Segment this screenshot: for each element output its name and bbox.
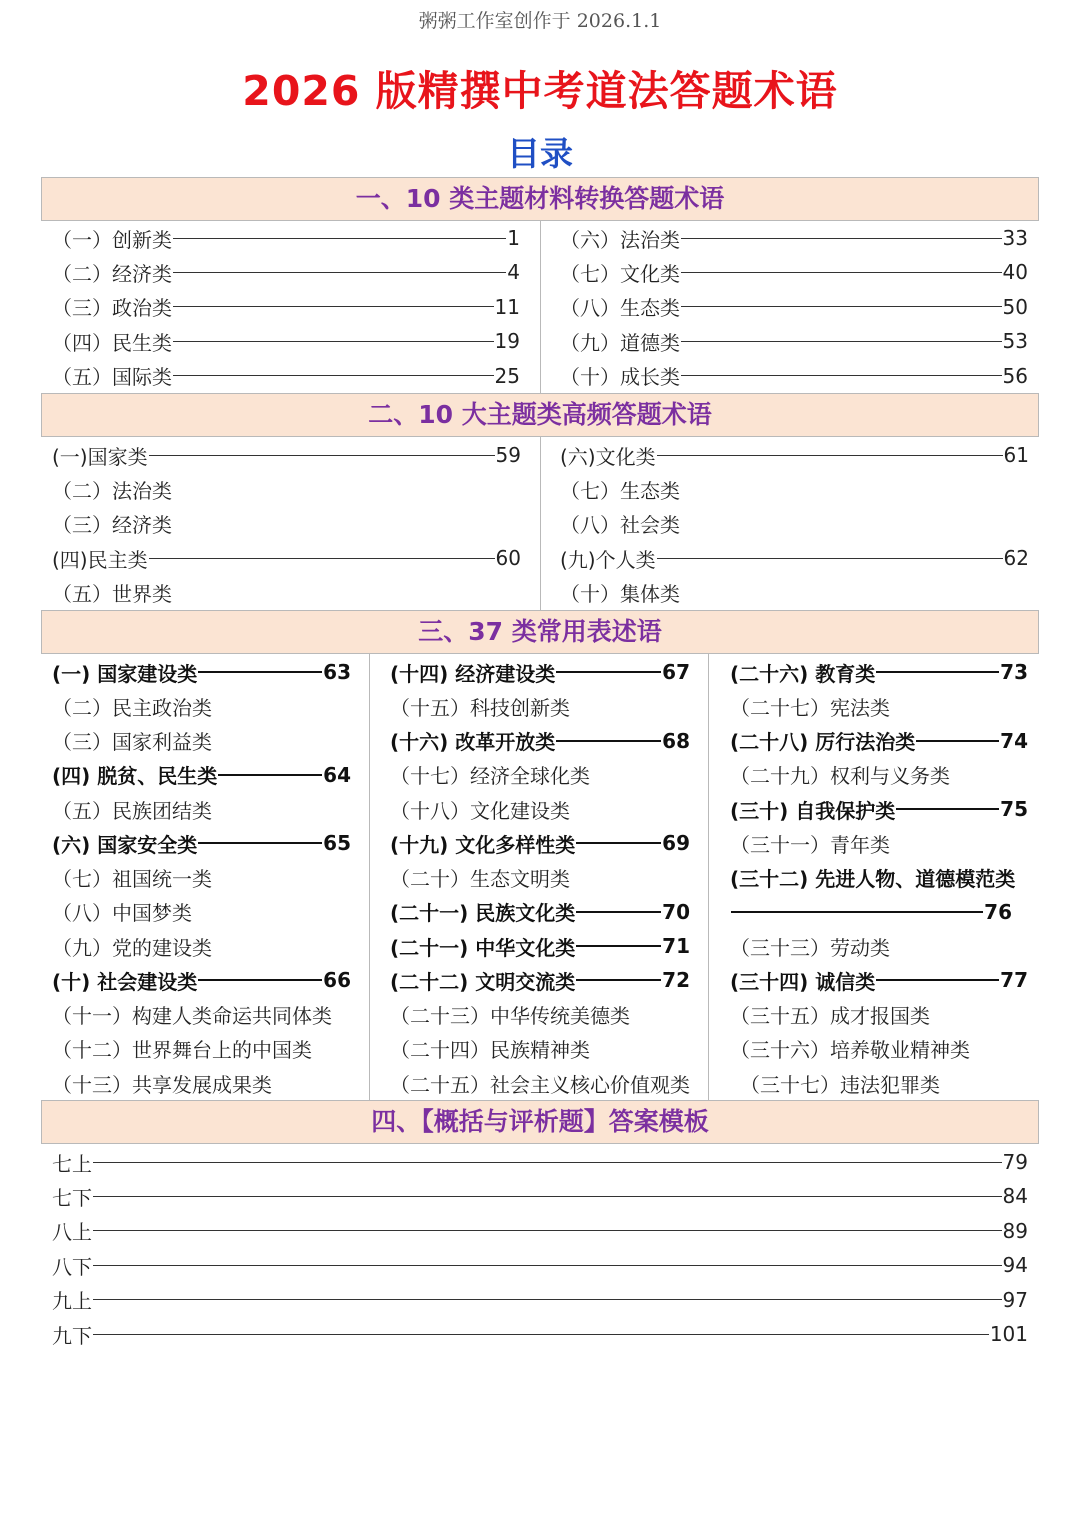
leader-line	[198, 842, 322, 844]
toc-entry-label: （十七）经济全球化类	[390, 764, 590, 789]
toc-entry[interactable]	[390, 861, 570, 895]
toc-entry[interactable]	[560, 221, 1028, 255]
toc-entry-page: 69	[662, 831, 690, 856]
toc-entry-label: （九）党的建设类	[52, 935, 212, 960]
toc-entry[interactable]	[52, 998, 332, 1032]
leader-line	[681, 341, 1002, 342]
toc-entry-page: 66	[323, 968, 351, 993]
toc-entry[interactable]	[52, 861, 212, 895]
toc-entry-page: 56	[1002, 363, 1028, 388]
toc-entry-label: (十六) 改革开放类	[390, 730, 556, 754]
toc-entry-page: 64	[323, 762, 351, 787]
toc-entry[interactable]	[730, 998, 930, 1032]
toc-entry-label: （十一）构建人类命运共同体类	[52, 1004, 332, 1028]
leader-line	[556, 671, 661, 673]
toc-entry[interactable]	[560, 472, 680, 506]
toc-entry[interactable]	[52, 1066, 272, 1100]
toc-entry-label: （九）道德类	[560, 330, 680, 355]
toc-entry[interactable]	[52, 758, 351, 792]
leader-line	[657, 558, 1003, 559]
leader-line	[218, 774, 322, 776]
toc-entry[interactable]	[730, 826, 890, 860]
toc-entry-label: (二十一) 中华文化类	[390, 935, 576, 960]
leader-line	[173, 341, 494, 342]
toc-entry-label: （三十六）培养敬业精神类	[730, 1038, 970, 1063]
toc-entry-label: 八上	[52, 1220, 92, 1245]
leader-line	[93, 1334, 989, 1335]
toc-entry[interactable]	[730, 689, 890, 723]
toc-entry[interactable]	[52, 324, 520, 358]
toc-entry[interactable]	[52, 576, 172, 610]
toc-entry-label: (二十八) 厉行法治类	[730, 730, 916, 754]
toc-entry-label: (二十六) 教育类	[730, 661, 876, 686]
toc-entry-label: （二）经济类	[52, 261, 172, 286]
toc-entry[interactable]	[730, 758, 950, 792]
toc-entry-page: 59	[495, 443, 521, 467]
toc-entry-page: 70	[662, 899, 690, 924]
toc-entry[interactable]	[730, 724, 1028, 758]
toc-entry-page: 84	[1002, 1184, 1028, 1209]
toc-entry[interactable]	[730, 895, 1012, 929]
toc-entry-page: 4	[507, 260, 520, 285]
toc-entry-page: 60	[495, 546, 521, 571]
toc-entry[interactable]	[52, 689, 212, 723]
toc-entry-label: （十）成长类	[560, 365, 680, 390]
toc-entry-label: 八下	[52, 1254, 92, 1279]
toc-entry-label: （三十五）成才报国类	[730, 1004, 930, 1028]
toc-entry[interactable]	[52, 1214, 1028, 1248]
toc-entry-label: (六) 国家安全类	[52, 832, 198, 857]
toc-entry-label: (十九) 文化多样性类	[390, 832, 576, 857]
toc-entry-page: 71	[662, 934, 690, 958]
toc-entry-label: （二十九）权利与义务类	[730, 764, 950, 789]
leader-line	[173, 306, 494, 307]
leader-line	[657, 455, 1003, 456]
toc-entry-label: （十）集体类	[560, 582, 680, 607]
page-title: 2026 版精撰中考道法答题术语	[242, 67, 838, 115]
leader-line	[198, 979, 322, 981]
toc-entry-page: 25	[494, 363, 520, 388]
toc-entry[interactable]	[52, 438, 521, 472]
toc-entry-label: (三十四) 诚信类	[730, 969, 876, 994]
toc-entry-page: 50	[1002, 294, 1028, 319]
toc-entry[interactable]	[390, 1032, 590, 1066]
toc-entry-label: （十八）文化建设类	[390, 798, 570, 823]
column-divider	[369, 654, 370, 1100]
toc-entry-label: (一)国家类	[52, 444, 148, 469]
toc-entry-label: （五）世界类	[52, 582, 172, 607]
toc-entry[interactable]	[390, 689, 570, 723]
leader-line	[576, 979, 661, 981]
toc-entry[interactable]	[52, 1248, 1028, 1282]
leader-line	[149, 558, 495, 559]
toc-entry[interactable]	[560, 290, 1028, 324]
watermark: 粥粥工作室创作于 2026.1.1	[418, 10, 662, 32]
toc-entry-label: 七上	[52, 1151, 92, 1176]
toc-entry-page: 94	[1002, 1253, 1028, 1278]
toc-entry[interactable]	[52, 929, 212, 963]
toc-entry-label: （二）法治类	[52, 478, 172, 503]
toc-entry[interactable]	[390, 655, 690, 689]
leader-line	[681, 238, 1002, 239]
toc-entry[interactable]	[730, 792, 1028, 826]
toc-entry-page: 73	[1000, 660, 1028, 684]
toc-entry[interactable]	[390, 826, 690, 860]
toc-entry[interactable]	[52, 792, 212, 826]
toc-entry[interactable]	[52, 541, 521, 575]
toc-entry-label: 九下	[52, 1323, 92, 1348]
toc-entry-label: （一）创新类	[52, 227, 172, 252]
toc-entry-page: 72	[662, 968, 690, 993]
leader-line	[681, 306, 1002, 307]
toc-entry-label: （三）政治类	[52, 296, 172, 321]
leader-line	[681, 375, 1002, 376]
toc-entry-page: 67	[662, 660, 690, 684]
leader-line	[93, 1299, 1002, 1300]
toc-entry[interactable]	[52, 1283, 1028, 1317]
toc-entry[interactable]	[390, 758, 590, 792]
toc-entry-label: 九上	[52, 1289, 92, 1314]
toc-entry-label: （三）国家利益类	[52, 730, 212, 754]
toc-entry[interactable]	[560, 255, 1028, 289]
toc-entry-label: (四) 脱贫、民生类	[52, 764, 218, 789]
toc-entry-label: (十四) 经济建设类	[390, 661, 556, 686]
toc-entry[interactable]	[52, 655, 351, 689]
toc-entry-page: 53	[1002, 329, 1028, 354]
toc-entry[interactable]	[390, 895, 690, 929]
toc-entry-label: （二十四）民族精神类	[390, 1038, 590, 1063]
toc-entry-label: (六)文化类	[560, 444, 656, 469]
leader-line	[876, 671, 999, 673]
toc-entry-label: （七）生态类	[560, 478, 680, 503]
toc-entry-page: 33	[1002, 226, 1028, 250]
toc-entry-label: （六）法治类	[560, 227, 680, 252]
toc-entry-page: 101	[989, 1322, 1028, 1346]
toc-entry-label: （八）社会类	[560, 513, 680, 538]
toc-entry[interactable]	[52, 724, 212, 758]
leader-line	[876, 979, 999, 981]
section-3-heading: 三、37 类常用表述语	[41, 610, 1039, 654]
toc-entry-label: （三十三）劳动类	[730, 935, 890, 960]
toc-entry-page: 74	[1000, 728, 1028, 753]
leader-line	[93, 1265, 1002, 1266]
toc-entry[interactable]	[390, 1066, 690, 1100]
toc-entry[interactable]	[52, 472, 172, 506]
leader-line	[576, 911, 661, 913]
toc-entry-label: (三十二) 先进人物、道德模范类	[730, 867, 1016, 891]
section-2-heading: 二、10 大主题类高频答题术语	[41, 393, 1039, 437]
leader-line	[916, 740, 999, 742]
toc-entry-label: （三十一）青年类	[730, 832, 890, 857]
toc-entry-page: 97	[1002, 1287, 1028, 1312]
toc-entry-label: (三十) 自我保护类	[730, 798, 896, 823]
toc-entry-page: 62	[1003, 546, 1029, 571]
leader-line	[576, 842, 661, 844]
toc-entry[interactable]	[52, 290, 520, 324]
toc-entry-label: （十三）共享发展成果类	[52, 1072, 272, 1097]
toc-entry[interactable]	[730, 963, 1028, 997]
toc-title: 目录	[507, 134, 573, 173]
toc-entry[interactable]	[560, 359, 1028, 393]
leader-line	[93, 1162, 1002, 1163]
toc-entry[interactable]	[560, 576, 680, 610]
toc-entry[interactable]	[560, 541, 1029, 575]
toc-entry-label: 七下	[52, 1185, 92, 1210]
toc-entry-page: 61	[1003, 443, 1029, 467]
toc-entry[interactable]	[52, 895, 192, 929]
toc-entry[interactable]	[52, 1145, 1028, 1179]
toc-entry[interactable]	[730, 929, 890, 963]
toc-entry-page: 1	[507, 226, 520, 250]
toc-entry[interactable]	[52, 1317, 1028, 1351]
section-4-heading: 四、【概括与评析题】答案模板	[41, 1100, 1039, 1144]
leader-line	[556, 740, 661, 742]
toc-entry-label: (二十一) 民族文化类	[390, 901, 576, 926]
toc-entry-label: （二）民主政治类	[52, 695, 212, 720]
column-divider	[708, 654, 709, 1100]
toc-entry[interactable]	[390, 998, 630, 1032]
toc-entry-page: 76	[984, 899, 1012, 924]
toc-entry[interactable]	[730, 1032, 970, 1066]
toc-entry-label: （二十）生态文明类	[390, 867, 570, 891]
column-divider	[540, 221, 541, 393]
toc-entry[interactable]	[560, 438, 1029, 472]
leader-line	[731, 911, 983, 913]
toc-entry-label: (一) 国家建设类	[52, 661, 198, 686]
leader-line	[173, 238, 506, 239]
leader-line	[896, 808, 999, 810]
toc-entry[interactable]	[52, 826, 351, 860]
leader-line	[681, 272, 1002, 273]
toc-entry-page: 40	[1002, 260, 1028, 285]
toc-entry[interactable]	[52, 1032, 312, 1066]
toc-entry-label: （七）祖国统一类	[52, 867, 212, 891]
toc-entry-label: (十) 社会建设类	[52, 969, 198, 994]
toc-entry-label: (九)个人类	[560, 547, 656, 572]
leader-line	[173, 375, 494, 376]
toc-entry-label: （四）民生类	[52, 330, 172, 355]
toc-entry[interactable]	[52, 359, 520, 393]
toc-entry[interactable]	[52, 255, 520, 289]
section-1-heading: 一、10 类主题材料转换答题术语	[41, 177, 1039, 221]
toc-entry-label: （五）民族团结类	[52, 798, 212, 823]
toc-entry-page: 77	[1000, 968, 1028, 993]
toc-entry[interactable]	[560, 507, 680, 541]
toc-entry-label: （三）经济类	[52, 513, 172, 538]
toc-entry[interactable]	[730, 861, 1015, 895]
leader-line	[173, 272, 506, 273]
leader-line	[149, 455, 495, 456]
toc-entry-label: （二十五）社会主义核心价值观类	[390, 1072, 690, 1097]
leader-line	[576, 945, 661, 947]
toc-entry[interactable]	[52, 1179, 1028, 1213]
toc-entry[interactable]	[390, 929, 690, 963]
toc-entry[interactable]	[52, 963, 351, 997]
toc-entry-label: （十五）科技创新类	[390, 695, 570, 720]
toc-entry[interactable]	[560, 324, 1028, 358]
toc-entry-label: （三十七）违法犯罪类	[740, 1072, 940, 1097]
toc-entry-label: （七）文化类	[560, 261, 680, 286]
toc-entry[interactable]	[390, 724, 690, 758]
toc-entry[interactable]	[730, 1066, 940, 1100]
toc-entry-page: 79	[1002, 1150, 1028, 1174]
toc-entry-label: （八）生态类	[560, 296, 680, 321]
toc-entry-label: (二十二) 文明交流类	[390, 969, 576, 994]
leader-line	[93, 1196, 1002, 1197]
toc-entry[interactable]	[730, 655, 1028, 689]
toc-entry[interactable]	[390, 963, 690, 997]
column-divider	[540, 437, 541, 610]
toc-entry-page: 75	[1000, 797, 1028, 821]
toc-entry-page: 68	[662, 728, 690, 753]
toc-entry-page: 11	[494, 294, 520, 319]
leader-line	[198, 671, 322, 673]
toc-entry-page: 63	[323, 660, 351, 684]
leader-line	[93, 1230, 1002, 1231]
toc-entry-label: （二十七）宪法类	[730, 695, 890, 720]
toc-entry-page: 89	[1002, 1218, 1028, 1243]
toc-entry-label: （二十三）中华传统美德类	[390, 1004, 630, 1028]
toc-entry[interactable]	[52, 507, 172, 541]
toc-entry-page: 19	[494, 329, 520, 354]
toc-entry-label: （五）国际类	[52, 365, 172, 390]
toc-entry-page: 65	[323, 831, 351, 856]
toc-entry[interactable]	[390, 792, 570, 826]
toc-entry-label: (四)民主类	[52, 547, 148, 572]
toc-entry-label: （十二）世界舞台上的中国类	[52, 1038, 312, 1063]
toc-entry[interactable]	[52, 221, 520, 255]
toc-entry-label: （八）中国梦类	[52, 901, 192, 926]
